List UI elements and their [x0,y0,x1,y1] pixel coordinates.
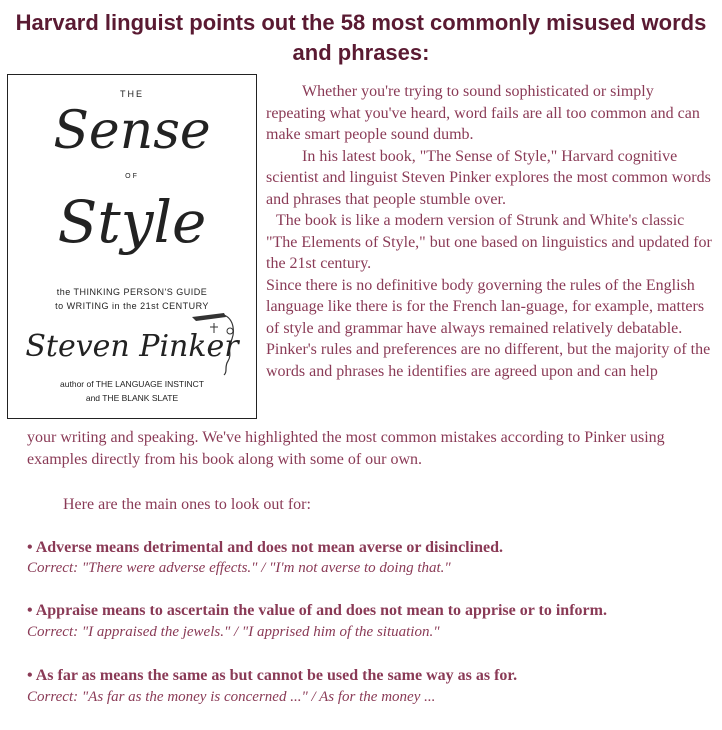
intro-paragraph-2: In his latest book, "The Sense of Style," Harvard cognitive scientist and linguist Steven Pinker explores the most common words and phrases that people stumble over. [266,147,711,208]
cover-title-sense: Sense [53,101,211,161]
intro-paragraph-4-continued: your writing and speaking. We've highlighted the most common mistakes according to Pinker using examples directly from his book along with some of our own. [27,429,665,468]
lookout-heading: Here are the main ones to look out for: [63,496,311,513]
cover-subtitle-line2: to WRITING in the 21st CENTURY [55,301,209,311]
headline: Harvard linguist points out the 58 most commonly misused words and phrases: [15,10,707,65]
intro-paragraph-3: The book is like a modern version of Strunk and White's classic "The Elements of Style," but one based on linguistics and updated for the 21st century. [266,212,712,272]
cover-title-style: Style [57,188,207,256]
cover-byline-2: and THE BLANK SLATE [85,393,179,403]
cover-the: THE [120,89,144,99]
book-cover [7,74,257,419]
intro-paragraph-1: Whether you're trying to sound sophisticated or simply repeating what you've heard, word fails are all too common and can make smart people sound dumb. [266,83,700,143]
entry-example: Correct: "As far as the money is concerned ..." / As for the money ... [27,689,436,705]
entry-term: • Adverse means detrimental and does not mean averse or disinclined. [27,539,503,556]
cover-author: Steven Pinker [25,329,239,364]
intro-paragraph-4: Since there is no definitive body governing the rules of the English language like there is for the French lan-guage, for example, matters of style and grammar have always remained relatively debatable. Pinker's rules and preferences are no different, but the majority of the words and phrases he identifies are agreed upon and can help [266,276,711,380]
cover-subtitle-line1: the THINKING PERSON'S GUIDE [56,287,208,297]
cover-of: OF [125,173,139,180]
cover-byline-1: author of THE LANGUAGE INSTINCT [60,379,204,389]
entry-example: Correct: "I appraised the jewels." / "I apprised him of the situation." [27,624,440,640]
intro-text-continued [27,427,717,470]
entry-example: Correct: "There were adverse effects." / "I'm not averse to doing that." [27,560,451,576]
entry-term: • Appraise means to ascertain the value of and does not mean to apprise or to inform. [27,602,607,619]
entry-term: • As far as means the same as but cannot be used the same way as as for. [27,667,518,684]
intro-text [266,81,714,382]
